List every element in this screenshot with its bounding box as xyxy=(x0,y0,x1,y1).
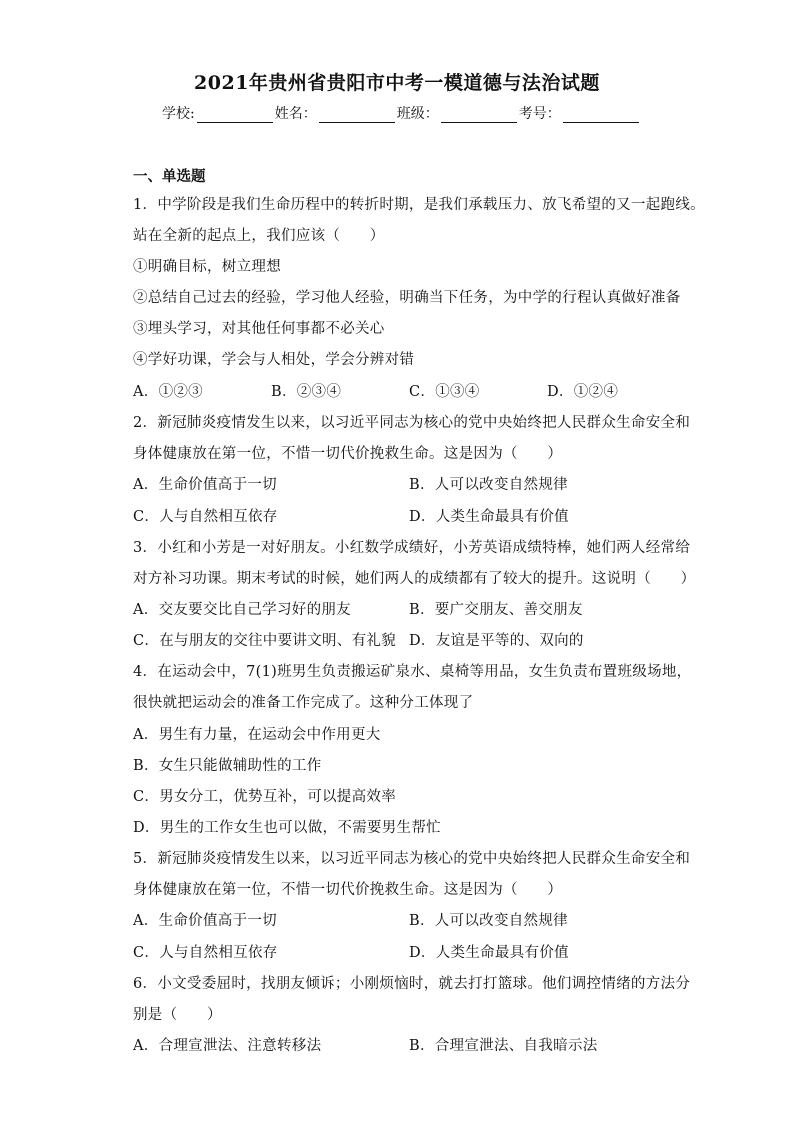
q1-statement-2: ②总结自己过去的经验，学习他人经验，明确当下任务，为中学的行程认真做好准备 xyxy=(133,290,681,306)
q5-option-a: A．生命价值高于一切 xyxy=(133,913,277,929)
q1-statement-1: ①明确目标，树立理想 xyxy=(133,259,281,275)
q4-option-b: B．女生只能做辅助性的工作 xyxy=(133,758,322,774)
q3-option-c: C．在与朋友的交往中要讲文明、有礼貌 xyxy=(133,633,396,649)
class-field xyxy=(397,103,519,123)
q3-option-b: B．要广交朋友、善交朋友 xyxy=(409,602,583,618)
q1-option-b: B．②③④ xyxy=(271,384,342,400)
q5-option-d: D．人类生命最具有价值 xyxy=(409,945,569,961)
q4-option-a: A．男生有力量，在运动会中作用更大 xyxy=(133,727,381,743)
q5-stem-line2: 身体健康放在第一位，不惜一切代价挽救生命。这是因为（ ） xyxy=(133,882,563,898)
number-label: 考号： xyxy=(518,106,561,122)
section-heading: 一、单选题 xyxy=(133,168,206,185)
q3-stem-line1: 3．小红和小芳是一对好朋友。小红数学成绩好，小芳英语成绩特棒，她们两人经常给 xyxy=(133,540,691,556)
number-field xyxy=(519,103,641,123)
q1-statement-3: ③埋头学习，对其他任何事都不必关心 xyxy=(133,321,385,337)
q4-option-d: D．男生的工作女生也可以做，不需要男生帮忙 xyxy=(133,820,441,836)
exam-title: 2021年贵州省贵阳市中考一模道德与法治试题 xyxy=(194,72,600,94)
school-field xyxy=(162,103,275,123)
q1-option-a: A．①②③ xyxy=(133,384,203,400)
name-blank[interactable] xyxy=(319,108,395,123)
q2-stem-line2: 身体健康放在第一位，不惜一切代价挽救生命。这是因为（ ） xyxy=(133,446,563,462)
q3-stem-line2: 对方补习功课。期末考试的时候，她们两人的成绩都有了较大的提升。这说明（ ） xyxy=(133,571,696,587)
q5-option-b: B．人可以改变自然规律 xyxy=(409,913,568,929)
q1-stem-line2: 站在全新的起点上，我们应该（ ） xyxy=(133,228,385,244)
q6-stem-line2: 别是（ ） xyxy=(133,1007,222,1023)
number-blank[interactable] xyxy=(563,108,639,123)
q5-stem-line1: 5．新冠肺炎疫情发生以来，以习近平同志为核心的党中央始终把人民群众生命安全和 xyxy=(133,851,691,867)
school-label: 学校: xyxy=(162,106,195,122)
name-label: 姓名： xyxy=(274,106,317,122)
q1-option-c: C．①③④ xyxy=(409,384,480,400)
q3-option-a: A．交友要交比自己学习好的朋友 xyxy=(133,602,351,618)
q6-stem-line1: 6．小文受委屈时，找朋友倾诉；小刚烦恼时，就去打打篮球。他们调控情绪的方法分 xyxy=(133,976,691,992)
q4-stem-line1: 4．在运动会中，7(1)班男生负责搬运矿泉水、桌椅等用品，女生负责布置班级场地， xyxy=(133,664,692,680)
q3-option-d: D．友谊是平等的、双向的 xyxy=(409,633,584,649)
class-label: 班级： xyxy=(396,106,439,122)
q2-option-c: C．人与自然相互依存 xyxy=(133,509,278,525)
q4-option-c: C．男女分工，优势互补，可以提高效率 xyxy=(133,789,396,805)
q5-option-c: C．人与自然相互依存 xyxy=(133,945,278,961)
q6-option-a: A．合理宣泄法、注意转移法 xyxy=(133,1038,322,1054)
q1-option-d: D．①②④ xyxy=(547,384,619,400)
q1-statement-4: ④学好功课，学会与人相处，学会分辨对错 xyxy=(133,352,415,368)
q6-option-b: B．合理宣泄法、自我暗示法 xyxy=(409,1038,598,1054)
q4-stem-line2: 很快就把运动会的准备工作完成了。这种分工体现了 xyxy=(133,695,474,711)
q2-option-b: B．人可以改变自然规律 xyxy=(409,477,568,493)
q2-stem-line1: 2．新冠肺炎疫情发生以来，以习近平同志为核心的党中央始终把人民群众生命安全和 xyxy=(133,415,691,431)
student-info-row xyxy=(162,103,641,123)
q1-stem-line1: 1．中学阶段是我们生命历程中的转折时期，是我们承载压力、放飞希望的又一起跑线。 xyxy=(133,197,705,213)
name-field xyxy=(275,103,397,123)
class-blank[interactable] xyxy=(441,108,517,123)
school-blank[interactable] xyxy=(197,108,273,123)
q2-option-a: A．生命价值高于一切 xyxy=(133,477,277,493)
q2-option-d: D．人类生命最具有价值 xyxy=(409,509,569,525)
